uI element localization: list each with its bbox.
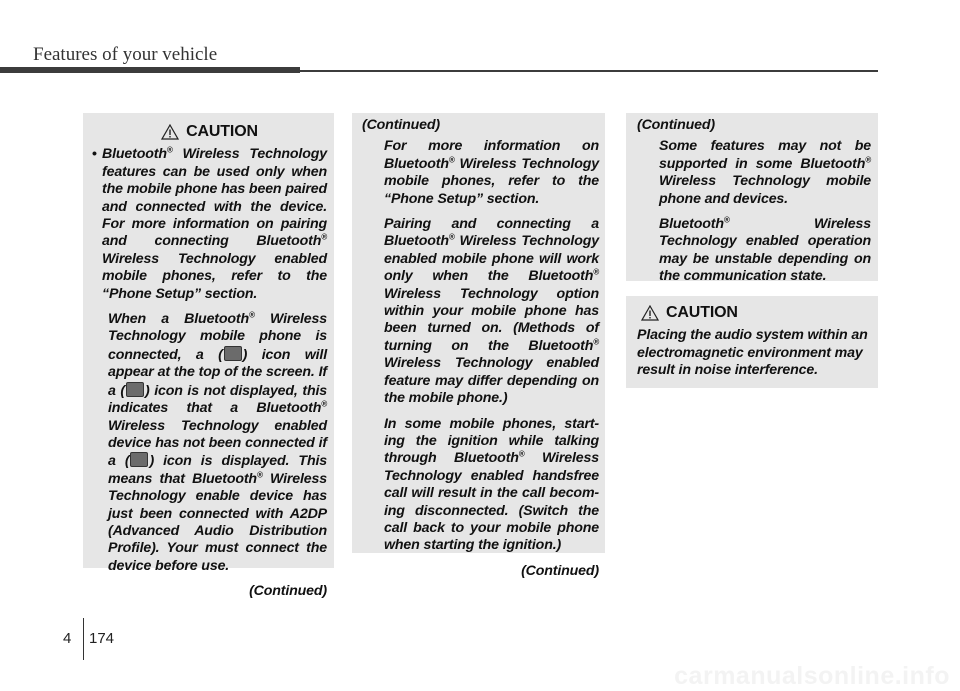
footer-divider: [83, 618, 84, 660]
paragraph-pairing: Pairing and connecting a Bluetooth® Wireless Technology enabled mobile phone will work only when the Bluetooth® Wireless Technology option within your mobile phone has been turned on. (Methods of turning on the Bluetooth® Wireless Technology enabled feature may differ depending on the mobile phone.): [384, 216, 599, 407]
watermark: carmanualsonline.info: [674, 662, 950, 690]
phone-status-icon: [224, 346, 242, 361]
continued-label-bottom: (Continued): [521, 562, 599, 579]
phone-status-icon: [130, 452, 148, 467]
paragraph-unstable-operation: Bluetooth® Wireless Technology enabled operation may be unstable depending on the communication state.: [659, 215, 871, 285]
caution-audio-body: Placing the audio system within an electromagnetic environment may result in noise interference.: [637, 327, 868, 379]
header-rule-thin: [300, 70, 878, 72]
paragraph-supported-features: Some features may not be supported in some Bluetooth® Wireless Technology mobile phone and devices.: [659, 138, 871, 207]
page-header-title: Features of your vehicle: [33, 44, 218, 65]
caution-heading-label: CAUTION: [666, 304, 738, 321]
paragraph-ignition: In some mobile phones, start-ing the ignition while talking through Bluetooth® Wireless Technology enabled handsfree call will result in the call becom-ing disconnected. (Switch the call back to your mobile phone when starting the ignition.): [384, 415, 599, 554]
caution-paragraph-1: Bluetooth® Wireless Technology features can be used only when the mobile phone has been paired and connected with the device. For more information on pairing and connecting Bluetooth® Wireless Technology enabled mobile phones, refer to the “Phone Setup” section.: [102, 145, 327, 302]
continued-box-bluetooth: [352, 113, 605, 579]
caution-heading: [641, 304, 871, 321]
continued-box-features: [626, 113, 878, 285]
bullet-mark: •: [92, 146, 97, 163]
caution-paragraph-2: When a Bluetooth® Wireless Technology mobile phone is connected, a ( ) icon will appear at the top of the screen. If a ( ) icon is not displayed, this indicates that a Bluetooth® Wireless Technology enabled device has not been connected if a ( ) icon is displayed. This means that Bluetooth® Wireless Technology enable device has just been connected with A2DP (Advanced Audio Distribution Profile). Your must connect the device before use.: [108, 310, 328, 574]
chapter-number: 4: [63, 630, 72, 647]
continued-label-top: (Continued): [362, 117, 440, 133]
caution-box-bluetooth: [83, 113, 334, 600]
paragraph-phone-setup: For more information on Bluetooth® Wireless Technology mobile phones, refer to the “Phone Setup” section.: [384, 138, 599, 207]
caution-box-audio: [626, 296, 878, 388]
phone-status-icon: [126, 382, 144, 397]
warning-triangle-icon: [641, 305, 659, 321]
caution-heading: [92, 123, 327, 140]
continued-label-top: (Continued): [637, 117, 715, 133]
page-number: 174: [89, 630, 115, 647]
header-rule-thick: [0, 67, 300, 73]
warning-triangle-icon: [161, 124, 179, 140]
caution-bullet-item: [92, 146, 327, 303]
continued-label: (Continued): [249, 583, 327, 600]
caution-heading-label: CAUTION: [186, 123, 258, 140]
